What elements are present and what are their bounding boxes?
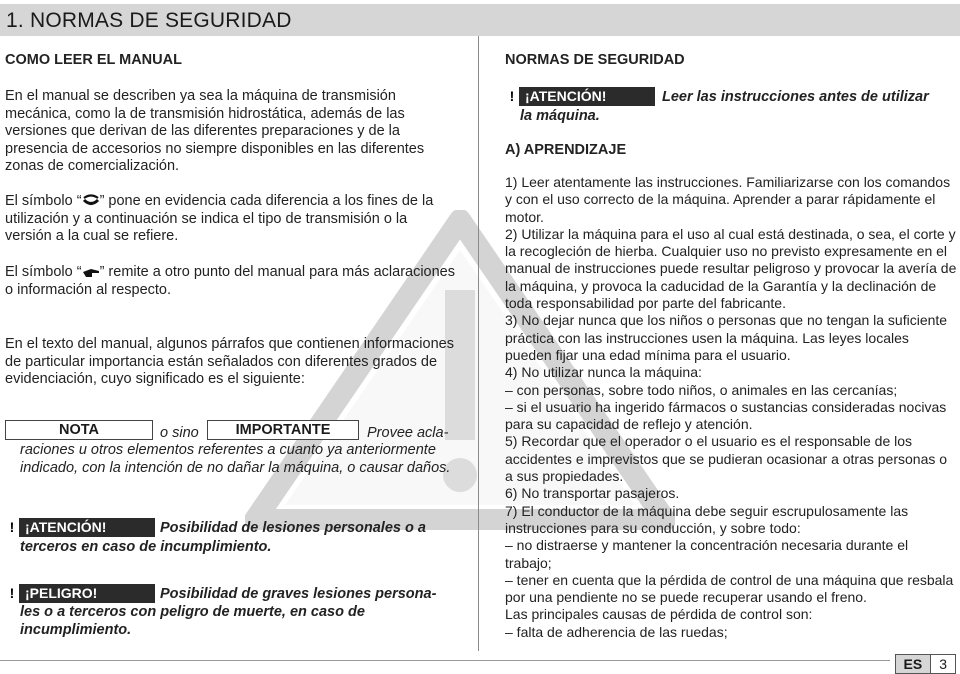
exclamation-icon: ! [5, 584, 19, 603]
curved-symbol-paragraph [5, 193, 455, 246]
right-atencion-badge-label: ¡ATENCIÓN! [525, 88, 607, 104]
peligro-badge-label: ¡PELIGRO! [25, 585, 98, 601]
o-sino-text: o sino [160, 425, 199, 441]
atencion-badge-label: ¡ATENCIÓN! [25, 519, 107, 535]
section-title-como-leer: COMO LEER EL MANUAL [5, 52, 182, 68]
right-atencion-badge [505, 87, 655, 106]
atencion-badge [5, 518, 155, 537]
page-header [0, 4, 960, 36]
p2-suffix: ” pone en evidencia cada diferencia a los fines de la utilización y a continuación se indica el tipo de transmisión o la versión a la cual se refiere. [5, 193, 434, 244]
intro-paragraph: En el manual se describen ya sea la máquina de transmisión mecánica, como la de transmisión hidrostática, además de las versiones que derivan de las diferentes preparaciones y de la presencia de accesorios no siempre disponibles en las diferentes zonas de comercialización. [5, 88, 425, 174]
right-warn-text-line1: Leer las instrucciones antes de utilizar [662, 89, 929, 105]
column-divider [478, 36, 479, 651]
page-title: 1. NORMAS DE SEGURIDAD [6, 9, 292, 32]
exclamation-icon: ! [5, 518, 19, 537]
provee-text-line1: Provee acla- [367, 425, 449, 441]
page-number: 3 [931, 655, 955, 673]
importante-label: IMPORTANTE [207, 420, 359, 440]
exclamation-icon: ! [505, 87, 519, 106]
language-code: ES [896, 655, 932, 673]
nota-label: NOTA [5, 420, 153, 440]
peligro-text-rest: les o a terceros con peligro de muerte, en caso de incumplimiento. [20, 604, 365, 638]
p2-prefix: El símbolo “ [5, 193, 82, 209]
right-warn-text-line2: la máquina. [520, 108, 600, 124]
curved-arrow-icon [82, 194, 100, 208]
atencion-text-line2: terceros en caso de incumplimiento. [20, 539, 272, 555]
pointing-hand-icon [82, 265, 100, 279]
atencion-text-line1: Posibilidad de lesiones personales o a [160, 520, 426, 536]
peligro-badge [5, 584, 155, 603]
p3-prefix: El símbolo “ [5, 264, 82, 280]
safety-rules-list: 1) Leer atentamente las instrucciones. Familiarizarse con los comandos y con el uso correcto de la máquina. Aprender a parar rápidamente el motor. 2) Utilizar la máquina para el uso al cual está destinada, o sea, el corte y la recogleción de hierba. Cualquier uso no previsto expresamente en el manual de instrucciones puede resultar peligroso y provocar la avería de la máquina, y provoca la caducidad de la Garantía y la declinación de toda responsabilidad por parte del fabricante. 3) No dejar nunca que los niños o personas que no tengan la suficiente práctica con las instrucciones usen la máquina. Las leyes locales pueden fijar una edad mínima para el usuario. 4) No utilizar nunca la máquina: – con personas, sobre todo niños, o animales en las cercanías; – si el usuario ha ingerido fármacos o sustancias consideradas nocivas para su capacidad de reflejo y atención. 5) Recordar que el operador o el usuario es el responsable de los accidentes e imprevistos que se pudieran ocasionar a otras personas o a sus propiedades. 6) No transportar pasajeros. 7) El conductor de la máquina debe seguir escrupulosamente las instrucciones para su conducción, y sobre todo: – no distraerse y mantener la concentración necesaria durante el trabajo; – tener en cuenta que la pérdida de control de una máquina que resbala por una pendiente no se puede recuperar usando el freno. Las principales causas de pérdida de control son: – falta de adherencia de las ruedas; [505, 174, 957, 640]
hand-symbol-paragraph [5, 264, 455, 299]
levels-paragraph: En el texto del manual, algunos párrafos que contienen informaciones de particular importancia están señalados con diferentes grados de evidenciación, cuyo significado es el siguiente: [5, 336, 454, 387]
footer-rule [0, 660, 890, 661]
page-number-tag [895, 654, 956, 674]
provee-text-rest: raciones u otros elementos referentes a cuanto ya anteriormente indicado, con la intención de no dañar la máquina, o causar daños. [20, 442, 451, 476]
peligro-text-line1: Posibilidad de graves lesiones persona- [160, 586, 437, 602]
section-title-normas: NORMAS DE SEGURIDAD [505, 52, 685, 68]
p3-suffix: ” remite a otro punto del manual para más aclaraciones o información al respecto. [5, 264, 455, 298]
subsection-aprendizaje: A) APRENDIZAJE [505, 142, 627, 158]
